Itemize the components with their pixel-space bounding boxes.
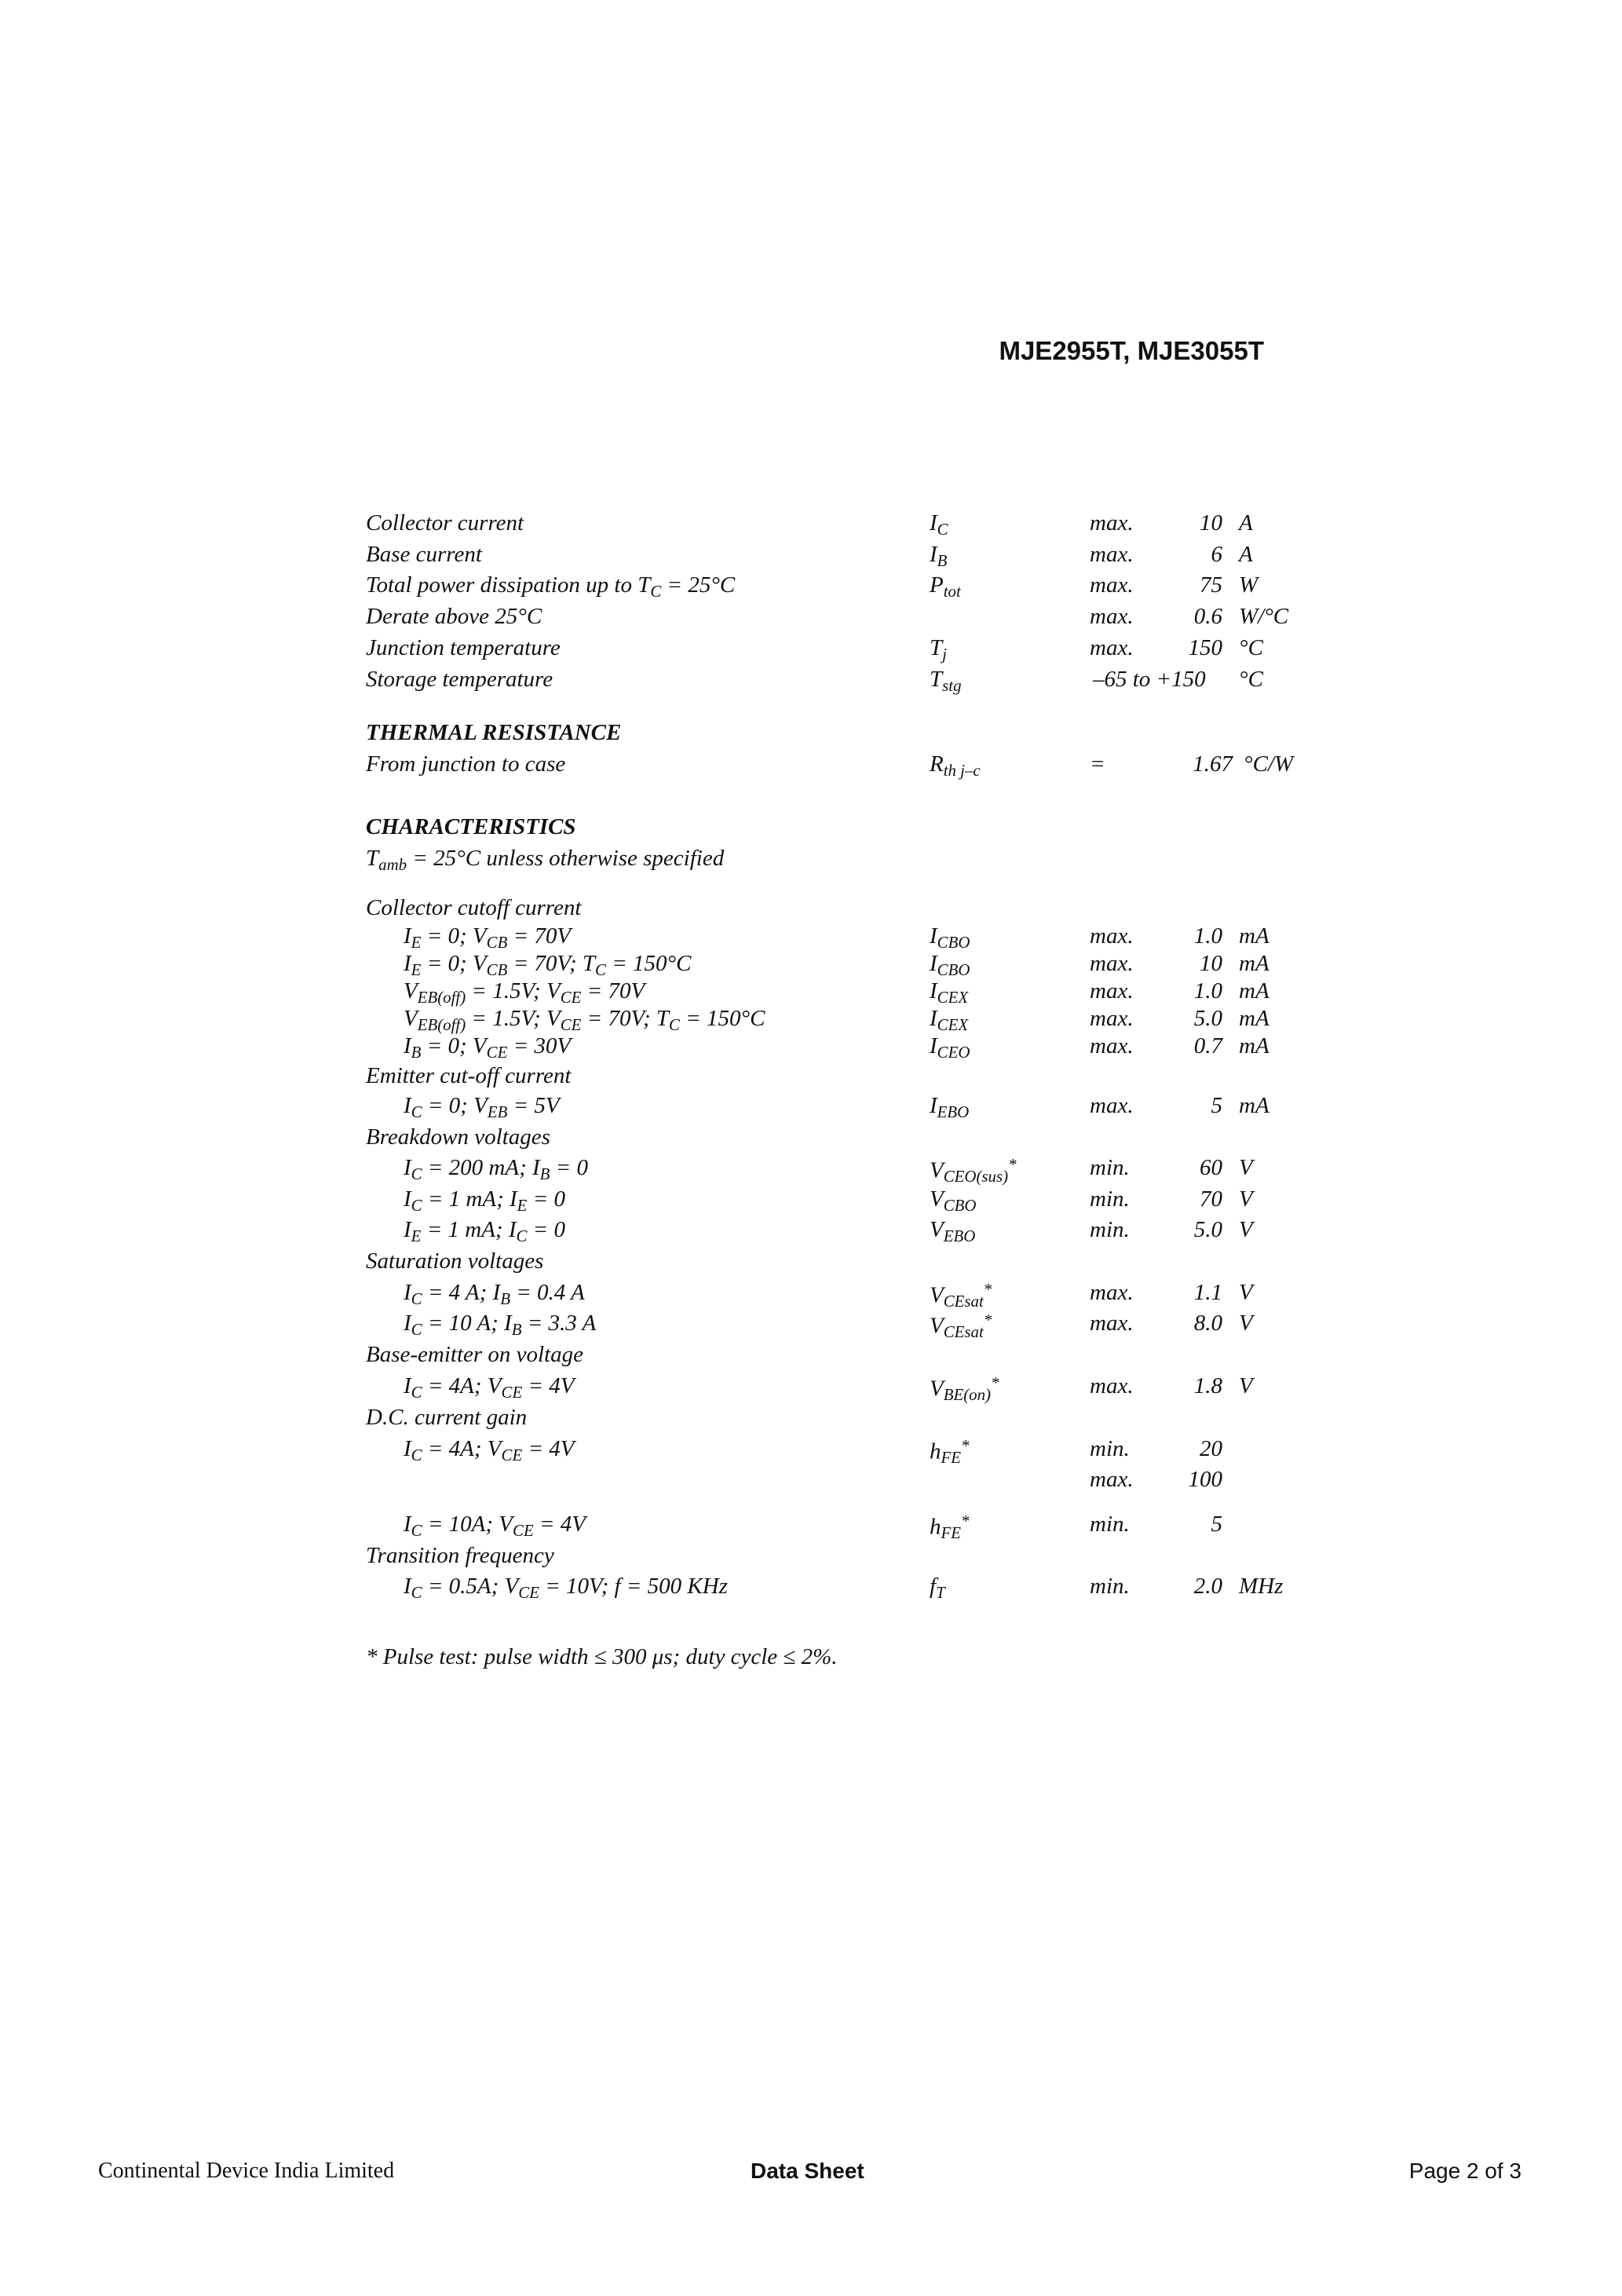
unit: MHz: [1239, 1574, 1284, 1599]
unit: V: [1239, 1186, 1253, 1212]
group-label-text: Collector cutoff current: [366, 895, 582, 920]
conditions-note: $T_{amb} = 25^\circ C$ unless otherwise specified: [366, 846, 725, 874]
unit: V: [1239, 1155, 1253, 1180]
symbol: $I_{CBO}$: [930, 951, 970, 979]
characteristic-row: [0, 1311, 1622, 1342]
rating-row: Derate above 25°C max. 0.6 W/°C: [366, 604, 1289, 629]
footnote: * Pulse test: pulse width ≤ 300 μs; duty cycle ≤ 2%.: [366, 1644, 838, 1669]
value: 2.0: [1193, 1574, 1222, 1599]
rating-row: Storage temperature $T_{stg}$ –65 to +150 °C: [366, 667, 1263, 695]
characteristic-row: [0, 1155, 1622, 1186]
characteristic-row: [0, 978, 1622, 1010]
characteristic-row: [0, 951, 1622, 982]
characteristic-row: [0, 1467, 1622, 1498]
value: 0.7: [1193, 1033, 1222, 1058]
qualifier: min.: [1090, 1574, 1130, 1599]
condition: $I_E = 0$; $V_{CB} = 70V$: [404, 923, 572, 952]
symbol: $I_{CEX}$: [930, 978, 969, 1007]
qualifier: max.: [1090, 1033, 1134, 1058]
unit: V: [1239, 1280, 1253, 1305]
characteristic-row: [0, 1217, 1622, 1249]
qualifier: max.: [1090, 923, 1134, 949]
qualifier: max.: [1090, 1467, 1134, 1492]
qualifier: min.: [1090, 1155, 1130, 1180]
unit: mA: [1239, 951, 1269, 976]
group-label-text: Emitter cut-off current: [366, 1063, 572, 1088]
condition: $I_C = 10A$; $V_{CE} = 4V$: [404, 1512, 586, 1540]
characteristic-row: [0, 923, 1622, 955]
characteristic-row: [0, 1436, 1622, 1468]
qualifier: max.: [1090, 951, 1134, 976]
unit: V: [1239, 1311, 1253, 1336]
rating-row: Junction temperature $T_j$ max. 150 °C: [366, 635, 1263, 664]
group-label: [0, 895, 1622, 927]
value: 1.1: [1193, 1280, 1222, 1305]
qualifier: min.: [1090, 1512, 1130, 1537]
symbol: $I_{CEO}$: [930, 1033, 970, 1062]
symbol: $V_{CEsat}^*$: [930, 1311, 992, 1342]
characteristic-row: [0, 1186, 1622, 1218]
value: 100: [1188, 1467, 1222, 1492]
condition: $I_C = 10$ A; $I_B = 3.3$ A: [404, 1311, 597, 1339]
value: 60: [1200, 1155, 1222, 1180]
group-label: [0, 1543, 1622, 1574]
value: 5.0: [1193, 1217, 1222, 1242]
value: 20: [1200, 1436, 1222, 1461]
condition: $I_C = 4A$; $V_{CE} = 4V$: [404, 1373, 575, 1402]
value: 5: [1211, 1093, 1222, 1118]
symbol: $V_{CEsat}^*$: [930, 1280, 992, 1311]
characteristic-row: [0, 1512, 1622, 1543]
value: 5: [1211, 1512, 1222, 1537]
value: 1.0: [1193, 923, 1222, 949]
unit: mA: [1239, 1006, 1269, 1031]
group-label-text: Transition frequency: [366, 1543, 554, 1568]
group-label-text: D.C. current gain: [366, 1405, 528, 1430]
condition: $I_C = 4$ A; $I_B = 0.4$ A: [404, 1280, 585, 1308]
footer-page: Page 2 of 3: [1408, 2159, 1522, 2183]
symbol: $I_{CEX}$: [930, 1006, 969, 1034]
group-label: [0, 1063, 1622, 1095]
group-label: [0, 1249, 1622, 1280]
qualifier: min.: [1090, 1217, 1130, 1242]
unit: mA: [1239, 923, 1269, 949]
symbol: $V_{EBO}$: [930, 1217, 976, 1245]
condition: $V_{EB(off)} = 1.5V$; $V_{CE} = 70V$; $T_C = 150^\circ C$: [404, 1006, 765, 1034]
rating-row: Collector current $I_C$ max. 10 A: [366, 510, 1253, 539]
condition: $I_C = 0.5A$; $V_{CE} = 10V$; f = 500 KHz: [404, 1574, 728, 1602]
symbol: $V_{CEO(sus)}^*$: [930, 1155, 1017, 1186]
section-heading: THERMAL RESISTANCE: [366, 720, 622, 745]
symbol: $h_{FE}^*$: [930, 1512, 970, 1543]
condition: $I_C = 200$ mA; $I_B = 0$: [404, 1155, 588, 1183]
symbol: $f_T$: [930, 1574, 945, 1602]
characteristic-row: [0, 1093, 1622, 1124]
qualifier: max.: [1090, 1373, 1134, 1398]
qualifier: max.: [1090, 1311, 1134, 1336]
qualifier: max.: [1090, 1093, 1134, 1118]
condition: $V_{EB(off)} = 1.5V$; $V_{CE} = 70V$: [404, 978, 645, 1007]
condition: $I_C = 4A$; $V_{CE} = 4V$: [404, 1436, 575, 1464]
group-label-text: Base-emitter on voltage: [366, 1342, 584, 1367]
section-heading: CHARACTERISTICS: [366, 814, 576, 839]
symbol: $V_{BE(on)}^*$: [930, 1373, 999, 1405]
value: 1.0: [1193, 978, 1222, 1004]
unit: mA: [1239, 1093, 1269, 1118]
characteristic-row: [0, 1280, 1622, 1311]
unit: V: [1239, 1373, 1253, 1398]
thermal-row: From junction to case $R_{th j-c}$ = 1.67 °C/W: [366, 751, 1294, 780]
group-label: [0, 1124, 1622, 1156]
value: 8.0: [1193, 1311, 1222, 1336]
condition: $I_B = 0$; $V_{CE} = 30V$: [404, 1033, 572, 1062]
qualifier: max.: [1090, 1280, 1134, 1305]
unit: mA: [1239, 1033, 1269, 1058]
rating-row: Total power dissipation up to $T_C = 25^\circ C$ $P_{tot}$ max. 75 W: [366, 572, 1259, 601]
condition: $I_C = 1$ mA; $I_E = 0$: [404, 1186, 565, 1215]
characteristic-row: [0, 1373, 1622, 1405]
qualifier: min.: [1090, 1436, 1130, 1461]
group-label-text: Saturation voltages: [366, 1249, 544, 1274]
symbol: $h_{FE}^*$: [930, 1436, 970, 1468]
unit: mA: [1239, 978, 1269, 1004]
unit: V: [1239, 1217, 1253, 1242]
value: 10: [1200, 951, 1222, 976]
symbol: $I_{EBO}$: [930, 1093, 970, 1121]
footer-company: Continental Device India Limited: [98, 2159, 395, 2183]
qualifier: max.: [1090, 1006, 1134, 1031]
condition: $I_E = 1$ mA; $I_C = 0$: [404, 1217, 565, 1245]
value: 70: [1200, 1186, 1222, 1212]
rating-row: Base current $I_B$ max. 6 A: [366, 542, 1253, 570]
characteristic-row: [0, 1006, 1622, 1037]
condition: $I_E = 0$; $V_{CB} = 70V$; $T_C = 150^\circ C$: [404, 951, 692, 979]
characteristic-row: [0, 1574, 1622, 1605]
footer-center: Data Sheet: [751, 2159, 864, 2183]
group-label-text: Breakdown voltages: [366, 1124, 550, 1150]
value: 5.0: [1193, 1006, 1222, 1031]
group-label: [0, 1405, 1622, 1436]
document-title: MJE2955T, MJE3055T: [999, 336, 1264, 365]
group-label: [0, 1342, 1622, 1373]
value: 1.8: [1193, 1373, 1222, 1398]
characteristic-row: [0, 1033, 1622, 1065]
symbol: $I_{CBO}$: [930, 923, 970, 952]
qualifier: min.: [1090, 1186, 1130, 1212]
qualifier: max.: [1090, 978, 1134, 1004]
condition: $I_C = 0$; $V_{EB} = 5V$: [404, 1093, 560, 1121]
symbol: $V_{CBO}$: [930, 1186, 977, 1215]
